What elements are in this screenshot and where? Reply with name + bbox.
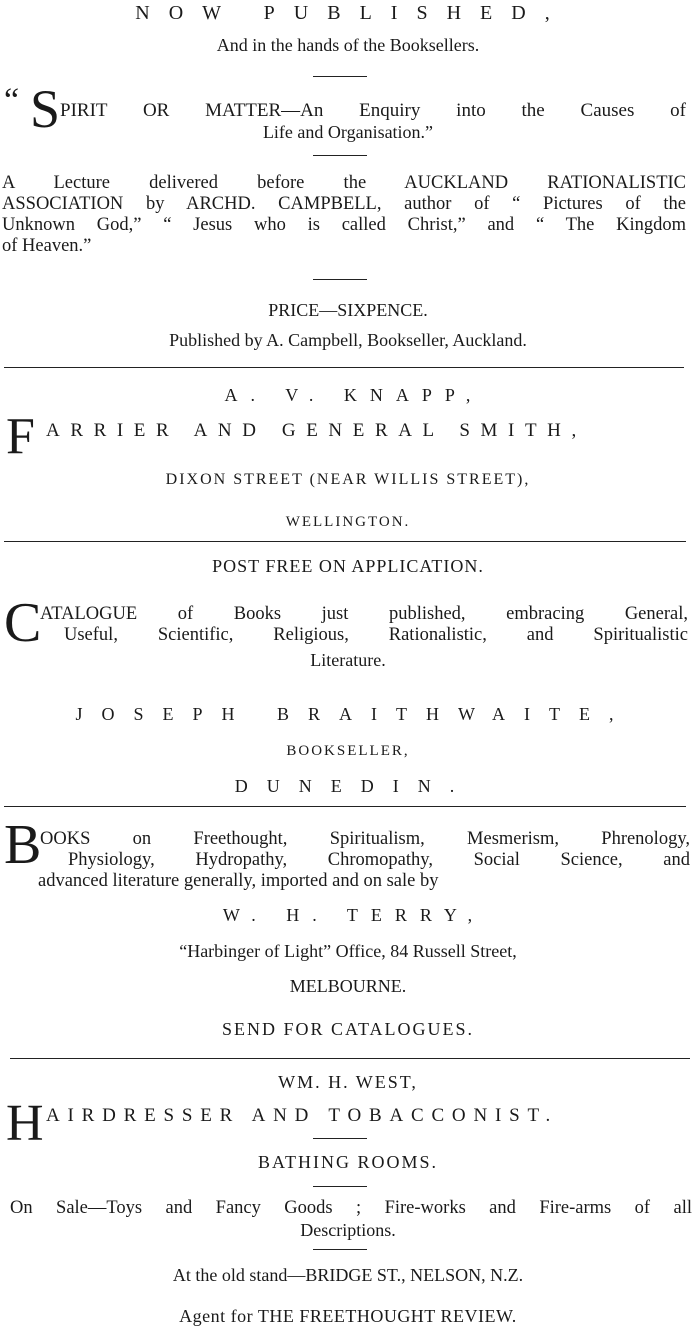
short-divider bbox=[313, 76, 367, 77]
farrier-trade-line: ARRIER AND GENERAL SMITH, bbox=[46, 420, 587, 441]
books-line: advanced literature generally, imported and on sale by bbox=[38, 871, 439, 891]
spirit-dropcap: S bbox=[30, 79, 61, 139]
short-divider bbox=[313, 155, 367, 156]
catalogue-line: Useful, Scientific, Religious, Rationalistic, and Spiritualistic bbox=[64, 625, 688, 645]
knapp-address: DIXON STREET (NEAR WILLIS STREET), bbox=[165, 471, 531, 488]
terry-name: W. H. TERRY, bbox=[222, 905, 486, 925]
booksellers-subheading: And in the hands of the Booksellers. bbox=[216, 35, 480, 55]
catalogue-line: ATALOGUE of Books just published, embracing General, bbox=[40, 604, 688, 624]
books-description-continued bbox=[68, 850, 690, 871]
books-line: Physiology, Hydropathy, Chromopathy, Social Science, and bbox=[68, 850, 690, 870]
farrier-dropcap: F bbox=[6, 408, 35, 465]
hairdresser-dropcap: H bbox=[6, 1095, 44, 1152]
short-divider bbox=[313, 1138, 367, 1139]
section-divider bbox=[4, 367, 684, 368]
bathing-rooms: BATHING ROOMS. bbox=[257, 1152, 438, 1172]
old-stand-line: At the old stand—BRIDGE ST., NELSON, N.Z. bbox=[172, 1265, 524, 1285]
dunedin-city: DUNEDIN. bbox=[234, 776, 474, 796]
knapp-name: A. V. KNAPP, bbox=[224, 385, 484, 405]
west-name: WM. H. WEST, bbox=[278, 1072, 418, 1092]
catalogue-dropcap: C bbox=[4, 592, 42, 654]
agent-line: Agent for THE FREETHOUGHT REVIEW. bbox=[179, 1306, 517, 1326]
short-divider bbox=[313, 1186, 367, 1187]
on-sale-line: On Sale—Toys and Fancy Goods ; Fire-works and Fire-arms of all bbox=[10, 1198, 692, 1218]
lecture-description bbox=[2, 173, 686, 257]
short-divider bbox=[313, 1249, 367, 1250]
knapp-city: WELLINGTON. bbox=[285, 514, 411, 530]
price-line: PRICE—SIXPENCE. bbox=[268, 300, 428, 320]
short-divider bbox=[313, 279, 367, 280]
on-sale-line: Descriptions. bbox=[300, 1220, 396, 1240]
spirit-or-matter-title bbox=[60, 100, 686, 121]
hairdresser-trade-line: AIRDRESSER AND TOBACCONIST. bbox=[46, 1105, 559, 1126]
section-divider bbox=[4, 806, 686, 807]
send-for-catalogues: SEND FOR CATALOGUES. bbox=[221, 1019, 475, 1039]
lecture-line: of Heaven.” bbox=[2, 236, 92, 256]
melbourne-city: MELBOURNE. bbox=[289, 976, 407, 996]
on-sale-description bbox=[10, 1198, 692, 1219]
harbinger-office-line: “Harbinger of Light” Office, 84 Russell Street, bbox=[179, 941, 517, 961]
bookseller-role: BOOKSELLER, bbox=[286, 743, 410, 759]
opening-quote-mark: “ bbox=[4, 82, 20, 119]
books-description-last bbox=[38, 871, 638, 892]
books-description bbox=[40, 829, 690, 850]
catalogue-description-continued bbox=[64, 625, 688, 646]
catalogue-description bbox=[40, 604, 688, 625]
lecture-line: A Lecture delivered before the AUCKLAND RATIONALISTIC bbox=[2, 173, 686, 193]
lecture-line: ASSOCIATION by ARCHD. CAMPBELL, author of “ Pictures of the bbox=[2, 194, 686, 214]
now-published-heading: NOW PUBLISHED, bbox=[135, 2, 569, 24]
section-divider bbox=[4, 541, 686, 542]
books-dropcap: B bbox=[4, 814, 42, 876]
lecture-line: Unknown God,” “ Jesus who is called Christ,” and “ The Kingdom bbox=[2, 215, 686, 235]
publisher-line: Published by A. Campbell, Bookseller, Auckland. bbox=[169, 330, 527, 350]
title-line: PIRIT OR MATTER—An Enquiry into the Causes of bbox=[60, 100, 686, 121]
title-line: Life and Organisation.” bbox=[262, 122, 434, 142]
braithwaite-name: JOSEPH BRAITHWAITE, bbox=[75, 704, 633, 724]
section-divider bbox=[10, 1058, 690, 1059]
catalogue-line: Literature. bbox=[310, 650, 386, 670]
post-free-heading: POST FREE ON APPLICATION. bbox=[212, 556, 484, 576]
books-line: OOKS on Freethought, Spiritualism, Mesmerism, Phrenology, bbox=[40, 829, 690, 849]
